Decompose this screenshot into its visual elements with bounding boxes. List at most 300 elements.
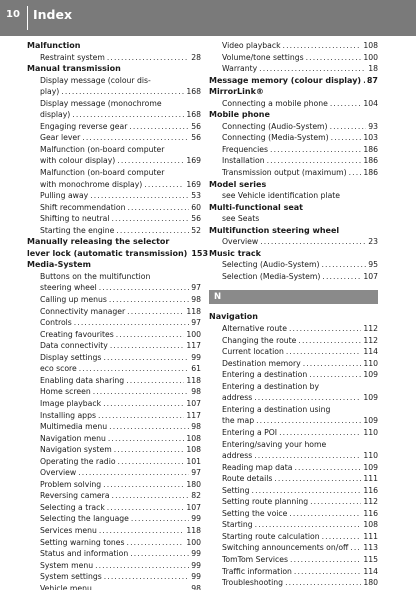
index-entry — [27, 86, 201, 98]
leader-dots — [283, 40, 362, 52]
index-entry — [209, 236, 378, 248]
entry-label: Entering a POI — [222, 427, 278, 437]
index-entry — [209, 346, 378, 358]
page-reference: 109 — [363, 416, 378, 426]
leader-dots — [289, 508, 361, 520]
leader-dots — [279, 427, 361, 439]
page-reference: 53 — [191, 191, 201, 201]
entry-label: Manual transmission — [27, 64, 121, 74]
entry-label: Starting route calculation — [222, 531, 320, 541]
entry-label: Data connectivity — [40, 341, 108, 351]
page-number: 10 — [6, 9, 20, 20]
page-reference: 82 — [191, 491, 201, 501]
page-reference: 112 — [363, 497, 378, 507]
entry-label: Vehicle menu — [40, 583, 92, 590]
index-entry — [27, 421, 201, 433]
leader-dots — [254, 450, 361, 462]
entry-label: Selecting a track — [40, 502, 105, 512]
index-entry — [27, 352, 201, 364]
index-entry — [209, 40, 378, 52]
page-reference: 100 — [363, 52, 378, 62]
page-reference: 109 — [363, 393, 378, 403]
index-heading — [27, 236, 201, 248]
leader-dots — [79, 363, 189, 375]
page-reference: 97 — [191, 318, 201, 328]
entry-label: Calling up menus — [40, 295, 107, 305]
page-reference: 118 — [186, 306, 201, 316]
page-reference: 97 — [191, 468, 201, 478]
page-reference: 112 — [363, 335, 378, 345]
index-entry — [209, 427, 378, 439]
entry-label: MirrorLink® — [209, 87, 264, 97]
leader-dots — [322, 531, 362, 543]
leader-dots — [117, 155, 184, 167]
page-reference: 180 — [186, 479, 201, 489]
page-reference: 108 — [363, 520, 378, 530]
index-entry — [27, 467, 201, 479]
entry-label: Troubleshooting — [222, 578, 284, 588]
section-letter-heading: N — [209, 290, 378, 304]
index-entry — [209, 190, 378, 202]
entry-label: see Vehicle identification plate — [222, 191, 341, 201]
index-entry — [27, 306, 201, 318]
index-entry — [27, 513, 201, 525]
leader-dots — [286, 346, 361, 358]
leader-dots — [107, 502, 185, 514]
entry-label: eco score — [40, 364, 77, 374]
index-entry — [209, 508, 378, 520]
index-entry — [209, 392, 378, 404]
index-entry — [27, 317, 201, 329]
entry-label: Home screen — [40, 387, 91, 397]
page-reference: 56 — [191, 214, 201, 224]
page-reference: 108 — [186, 445, 201, 455]
index-entry — [27, 537, 201, 549]
entry-label: Manually releasing the selector — [27, 237, 170, 247]
page-reference: 109 — [363, 370, 378, 380]
entry-label: Gear lever — [40, 133, 81, 143]
page-reference: 186 — [363, 168, 378, 178]
page-reference: 52 — [191, 225, 201, 235]
leader-dots — [103, 398, 184, 410]
page-reference: 117 — [186, 341, 201, 351]
index-entry — [209, 462, 378, 474]
index-entry — [209, 259, 378, 271]
index-entry — [27, 456, 201, 468]
leader-dots — [306, 52, 362, 64]
leader-dots — [78, 467, 189, 479]
index-heading — [209, 179, 378, 191]
page-reference: 111 — [363, 531, 378, 541]
entry-label: Selecting (Audio-System) — [222, 260, 320, 270]
index-heading — [209, 109, 378, 121]
entry-label: TomTom Services — [222, 554, 289, 564]
index-entry — [209, 439, 378, 451]
entry-label: Alternative route — [222, 324, 287, 334]
page-reference: 60 — [191, 202, 201, 212]
index-entry — [27, 213, 201, 225]
page-reference: 118 — [186, 375, 201, 385]
leader-dots — [72, 109, 184, 121]
entry-label: Selection (Media-System) — [222, 271, 321, 281]
leader-dots — [310, 496, 361, 508]
entry-label: Changing the route — [222, 335, 297, 345]
page-reference: 153 — [191, 248, 209, 258]
index-entry — [27, 329, 201, 341]
entry-label: Starting — [222, 520, 253, 530]
entry-label: Restraint system — [40, 52, 105, 62]
entry-label: Multi-functional seat — [209, 202, 303, 212]
entry-label: the map — [222, 416, 255, 426]
entry-label: Traffic information — [222, 566, 292, 576]
leader-dots — [110, 340, 184, 352]
index-heading — [27, 63, 201, 75]
page-reference: 113 — [363, 543, 378, 553]
entry-label: play) — [40, 87, 60, 97]
entry-label: Route details — [222, 474, 273, 484]
index-entry — [209, 496, 378, 508]
entry-label: Switching announcements on/off — [222, 543, 349, 553]
entry-label: Overview — [40, 468, 77, 478]
index-entry — [27, 363, 201, 375]
page-reference: 116 — [363, 485, 378, 495]
leader-dots — [114, 444, 185, 456]
page-reference: 28 — [191, 52, 201, 62]
index-entry — [27, 490, 201, 502]
page-reference: 98 — [191, 422, 201, 432]
leader-dots — [330, 98, 361, 110]
page-title: Index — [33, 7, 73, 22]
entry-label: Entering a destination using — [222, 404, 331, 414]
page-reference: 99 — [191, 572, 201, 582]
page-reference: 110 — [363, 358, 378, 368]
page-reference: 23 — [368, 237, 378, 247]
page-reference: 100 — [186, 329, 201, 339]
entry-label: Engaging reverse gear — [40, 121, 128, 131]
index-heading — [209, 248, 378, 260]
page-reference: 98 — [191, 387, 201, 397]
index-entry — [27, 190, 201, 202]
page-reference: 169 — [186, 156, 201, 166]
entry-label: Malfunction — [27, 41, 81, 50]
entry-label: Entering a destination by — [222, 381, 320, 391]
leader-dots — [289, 323, 361, 335]
entry-label: Media-System — [27, 260, 91, 270]
leader-dots — [116, 329, 185, 341]
index-entry — [209, 473, 378, 485]
page-reference: 18 — [368, 64, 378, 74]
index-heading — [27, 248, 209, 260]
page-reference: 108 — [186, 433, 201, 443]
index-entry — [27, 340, 201, 352]
entry-label: Transmission output (maximum) — [222, 168, 347, 178]
page-reference: 116 — [363, 508, 378, 518]
entry-label: Buttons on the multifunction — [40, 271, 151, 281]
leader-dots — [127, 537, 185, 549]
index-entry — [27, 560, 201, 572]
page-reference: 87 — [366, 75, 378, 85]
page-reference: 93 — [368, 121, 378, 131]
page-reference: 169 — [186, 179, 201, 189]
leader-dots — [129, 121, 189, 133]
entry-label: Services menu — [40, 525, 97, 535]
index-entry — [27, 167, 201, 179]
index-entry — [209, 369, 378, 381]
page-reference: 112 — [363, 324, 378, 334]
leader-dots — [330, 121, 367, 133]
leader-dots — [298, 335, 361, 347]
entry-label: Pulling away — [40, 191, 89, 201]
entry-label: System settings — [40, 572, 102, 582]
leader-dots — [290, 554, 361, 566]
entry-label: display) — [40, 110, 71, 120]
page-reference: 110 — [363, 451, 378, 461]
entry-label: Model series — [209, 179, 267, 189]
index-entry — [27, 548, 201, 560]
index-entry — [209, 554, 378, 566]
leader-dots — [127, 306, 184, 318]
entry-label: Reversing camera — [40, 491, 110, 501]
entry-label: Connecting (Media-System) — [222, 133, 329, 143]
page-reference: 168 — [186, 87, 201, 97]
index-entry — [209, 358, 378, 370]
entry-label: Selecting the language — [40, 514, 129, 524]
leader-dots — [254, 392, 361, 404]
page-reference: 56 — [191, 121, 201, 131]
entry-label: Navigation system — [40, 445, 112, 455]
leader-dots — [144, 179, 184, 191]
index-entry — [209, 381, 378, 393]
entry-label: Reading map data — [222, 462, 293, 472]
index-entry — [27, 121, 201, 133]
index-entry — [209, 415, 378, 427]
leader-dots — [116, 225, 189, 237]
entry-label: Starting the engine — [40, 225, 115, 235]
leader-dots — [130, 548, 189, 560]
page-reference: 109 — [363, 462, 378, 472]
leader-dots — [303, 358, 362, 370]
leader-dots — [109, 294, 189, 306]
entry-label: Setting warning tones — [40, 537, 125, 547]
index-entry — [27, 294, 201, 306]
index-entry — [27, 502, 201, 514]
leader-dots — [363, 75, 365, 87]
leader-dots — [103, 352, 189, 364]
entry-label: Creating favourites — [40, 329, 114, 339]
leader-dots — [82, 132, 189, 144]
index-entry — [209, 98, 378, 110]
leader-dots — [259, 63, 366, 75]
leader-dots — [127, 202, 189, 214]
leader-dots — [118, 456, 185, 468]
leader-dots — [255, 519, 362, 531]
entry-label: Display settings — [40, 352, 102, 362]
leader-dots — [99, 282, 189, 294]
page-reference: 98 — [191, 295, 201, 305]
index-column-right — [209, 40, 378, 589]
leader-dots — [252, 485, 362, 497]
index-entry — [27, 375, 201, 387]
leader-dots — [331, 132, 362, 144]
index-entry — [209, 450, 378, 462]
index-entry — [209, 577, 378, 589]
index-entry — [27, 132, 201, 144]
leader-dots — [74, 317, 189, 329]
entry-label: System menu — [40, 560, 94, 570]
index-entry — [27, 202, 201, 214]
entry-label: Entering/saving your home — [222, 439, 327, 449]
leader-dots — [126, 375, 184, 387]
entry-label: Current location — [222, 347, 284, 357]
entry-label: Connecting a mobile phone — [222, 98, 328, 108]
leader-dots — [270, 144, 361, 156]
index-entry — [27, 98, 201, 110]
page-reference: 186 — [363, 144, 378, 154]
entry-label: with monochrome display) — [40, 179, 143, 189]
header-divider — [27, 6, 28, 30]
index-entry — [209, 132, 378, 144]
leader-dots — [98, 410, 184, 422]
index-entry — [27, 386, 201, 398]
header-bar — [0, 0, 416, 36]
entry-label: Image playback — [40, 398, 102, 408]
entry-label: Mobile phone — [209, 110, 270, 120]
entry-label: lever lock (automatic transmission) — [27, 248, 188, 258]
entry-label: steering wheel — [40, 283, 97, 293]
index-heading — [209, 311, 378, 323]
entry-label: Connecting (Audio-System) — [222, 121, 328, 131]
leader-dots — [103, 479, 184, 491]
leader-dots — [350, 542, 361, 554]
index-entry — [209, 144, 378, 156]
entry-label: Warranty — [222, 64, 258, 74]
index-entry — [27, 583, 201, 590]
index-entry — [209, 213, 378, 225]
index-entry — [209, 323, 378, 335]
index-entry — [27, 410, 201, 422]
index-heading — [27, 259, 201, 271]
entry-label: Overview — [222, 237, 259, 247]
index-column-left — [27, 40, 209, 590]
page-reference: 110 — [363, 427, 378, 437]
entry-label: Video playback — [222, 41, 281, 50]
index-entry — [209, 155, 378, 167]
entry-label: with colour display) — [40, 156, 116, 166]
index-heading — [209, 75, 378, 87]
entry-label: Multifunction steering wheel — [209, 225, 340, 235]
entry-label: Navigation menu — [40, 433, 106, 443]
index-entry — [27, 525, 201, 537]
entry-label: Shifting to neutral — [40, 214, 110, 224]
index-heading — [209, 86, 378, 98]
entry-label: Entering a destination — [222, 370, 308, 380]
leader-dots — [109, 421, 189, 433]
page-reference: 114 — [363, 347, 378, 357]
entry-label: Music track — [209, 248, 261, 258]
page-reference: 115 — [363, 554, 378, 564]
leader-dots — [108, 433, 184, 445]
leader-dots — [349, 167, 362, 179]
index-entry — [209, 271, 378, 283]
leader-dots — [61, 86, 184, 98]
entry-label: Volume/tone settings — [222, 52, 304, 62]
index-entry — [209, 167, 378, 179]
page-reference: 101 — [186, 456, 201, 466]
leader-dots — [256, 415, 361, 427]
page-reference: 168 — [186, 110, 201, 120]
entry-label: Installing apps — [40, 410, 96, 420]
index-entry — [209, 542, 378, 554]
leader-dots — [274, 473, 361, 485]
page-reference: 108 — [363, 41, 378, 50]
index-entry — [27, 271, 201, 283]
page-reference: 111 — [363, 474, 378, 484]
entry-label: Message memory (colour display) — [209, 75, 362, 85]
entry-label: Shift recommendation — [40, 202, 126, 212]
index-entry — [27, 144, 201, 156]
index-entry — [27, 52, 201, 64]
page-reference: 56 — [191, 133, 201, 143]
page-reference: 99 — [191, 549, 201, 559]
page-reference: 104 — [363, 98, 378, 108]
entry-label: Malfunction (on-board computer — [40, 144, 165, 154]
leader-dots — [294, 566, 361, 578]
leader-dots — [112, 490, 190, 502]
leader-dots — [111, 213, 189, 225]
page-reference: 98 — [191, 583, 201, 590]
leader-dots — [95, 560, 189, 572]
entry-label: Destination memory — [222, 358, 301, 368]
leader-dots — [260, 236, 366, 248]
entry-label: Setting the voice — [222, 508, 288, 518]
leader-dots — [104, 571, 189, 583]
entry-label: Enabling data sharing — [40, 375, 125, 385]
index-entry — [209, 404, 378, 416]
page-reference: 117 — [186, 410, 201, 420]
leader-dots — [321, 259, 366, 271]
entry-label: Setting route planning — [222, 497, 309, 507]
entry-label: Setting — [222, 485, 250, 495]
entry-label: Problem solving — [40, 479, 102, 489]
page-reference: 99 — [191, 560, 201, 570]
leader-dots — [93, 386, 190, 398]
index-entry — [27, 444, 201, 456]
page-reference: 118 — [186, 525, 201, 535]
index-entry — [27, 398, 201, 410]
leader-dots — [90, 190, 189, 202]
index-heading — [209, 225, 378, 237]
index-entry — [209, 63, 378, 75]
index-entry — [209, 566, 378, 578]
leader-dots — [267, 155, 362, 167]
index-entry — [209, 335, 378, 347]
index-entry — [209, 485, 378, 497]
page-reference: 99 — [191, 352, 201, 362]
index-heading — [27, 40, 201, 52]
index-entry — [209, 531, 378, 543]
page-reference: 97 — [191, 283, 201, 293]
entry-label: Navigation — [209, 312, 258, 322]
index-entry — [27, 179, 201, 191]
entry-label: Frequencies — [222, 144, 269, 154]
entry-label: Installation — [222, 156, 265, 166]
entry-label: address — [222, 393, 253, 403]
index-entry — [27, 225, 201, 237]
page-reference: 107 — [186, 398, 201, 408]
index-entry — [209, 121, 378, 133]
entry-label: Malfunction (on-board computer — [40, 168, 165, 178]
index-heading — [209, 202, 378, 214]
